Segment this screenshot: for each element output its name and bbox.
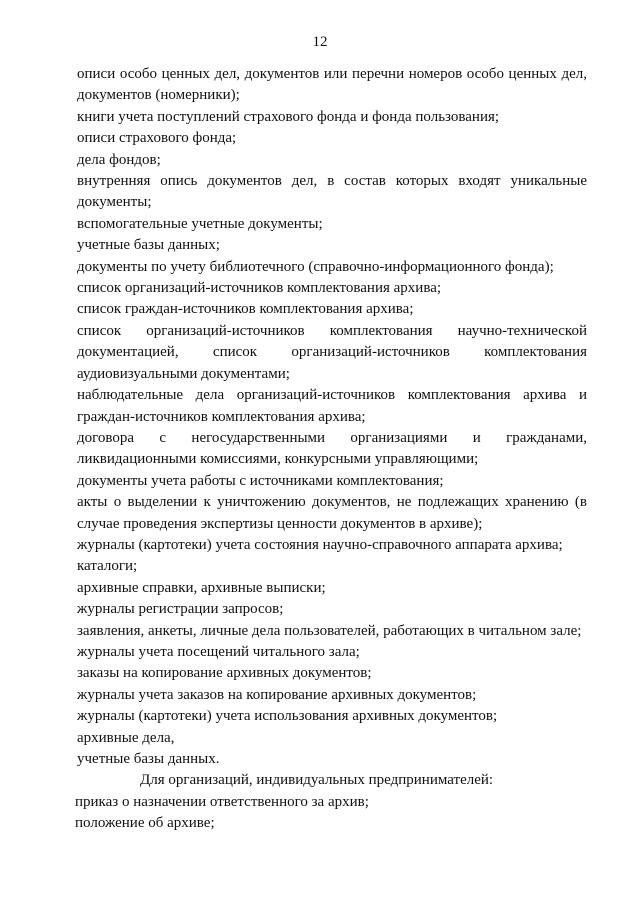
text-line: учетные базы данных; xyxy=(77,237,220,254)
text-line: случае проведения экспертизы ценности документов в архиве); xyxy=(77,515,483,532)
text-line: журналы регистрации запросов; xyxy=(77,601,284,618)
text-line: акты о выделении к уничтожению документов, не подлежащих хранению (в xyxy=(77,494,587,511)
document-body xyxy=(77,64,587,835)
section-heading: Для организаций, индивидуальных предпринимателей: xyxy=(140,772,494,789)
text-line: наблюдательные дела организаций-источников комплектования архива и xyxy=(77,387,587,404)
text-line: архивные справки, архивные выписки; xyxy=(77,579,326,596)
text-line: заказы на копирование архивных документов; xyxy=(77,665,372,682)
text-line: учетные базы данных. xyxy=(77,751,220,767)
text-line: документацией, список организаций-источников комплектования xyxy=(77,344,587,361)
text-line: журналы учета посещений читального зала; xyxy=(77,643,360,660)
text-line: описи особо ценных дел, документов или перечни номеров особо ценных дел, xyxy=(77,66,587,82)
text-line: положение об архиве; xyxy=(75,815,215,832)
text-line: журналы (картотеки) учета состояния научно-справочного аппарата архива; xyxy=(77,536,563,553)
text-line: дела фондов; xyxy=(77,151,161,168)
text-line: ликвидационными комиссиями, конкурсными управляющими; xyxy=(77,451,479,468)
text-line: приказ о назначении ответственного за архив; xyxy=(75,793,369,810)
text-line: документы учета работы с источниками комплектования; xyxy=(77,472,444,489)
text-line: список организаций-источников комплектования архива; xyxy=(77,280,442,297)
text-line: описи страхового фонда; xyxy=(77,130,237,147)
text-line: архивные дела, xyxy=(77,729,175,746)
text-line: список граждан-источников комплектования архива; xyxy=(77,301,414,318)
text-line: каталоги; xyxy=(77,558,138,575)
text-line: договора с негосударственными организациями и гражданами, xyxy=(77,429,587,446)
text-line: журналы (картотеки) учета использования архивных документов; xyxy=(77,708,498,725)
text-line: документы; xyxy=(77,194,152,211)
text-line: аудиовизуальными документами; xyxy=(77,365,290,382)
text-line: список организаций-источников комплектования научно-технической xyxy=(77,322,587,339)
text-line: документы по учету библиотечного (справочно-информационного фонда); xyxy=(77,258,554,275)
text-line: книги учета поступлений страхового фонда и фонда пользования; xyxy=(77,108,500,125)
text-line: вспомогательные учетные документы; xyxy=(77,215,323,232)
text-line: внутренняя опись документов дел, в состав которых входят уникальные xyxy=(77,173,587,190)
text-line: граждан-источников комплектования архива; xyxy=(77,408,366,425)
page-number: 12 xyxy=(312,34,328,50)
text-line: документов (номерники); xyxy=(77,87,240,104)
text-line: заявления, анкеты, личные дела пользователей, работающих в читальном зале; xyxy=(77,622,582,639)
text-line: журналы учета заказов на копирование архивных документов; xyxy=(77,686,477,703)
